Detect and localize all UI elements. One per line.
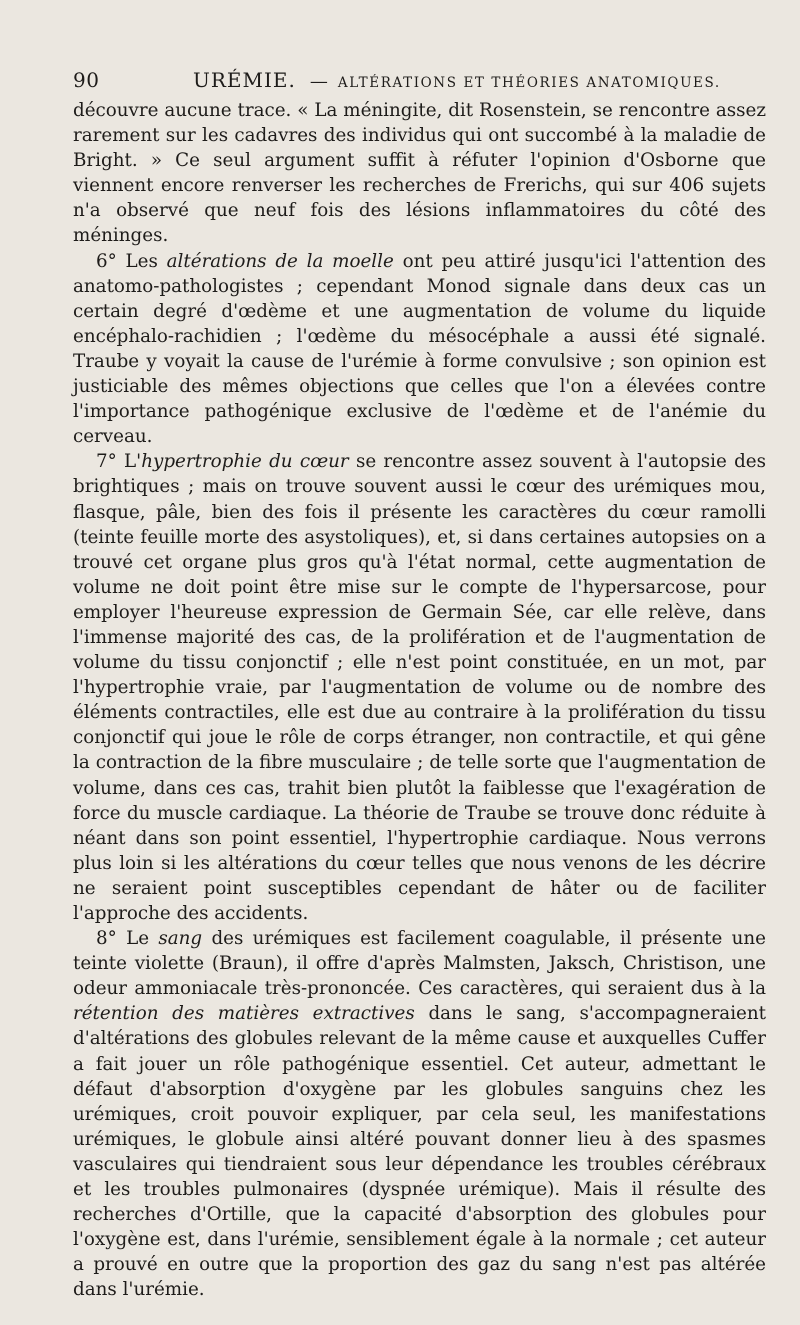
paragraph-text: découvre aucune trace. « La méningite, dit Rosenstein, se rencontre assez rarement sur les cadavres des individus qui ont succombé à la maladie de Bright. » Ce seul argument suffit à réfuter l'opinion d'Osborne que viennent encore renverser les recherches de Frerichs, qui sur 406 sujets n'a observé que neuf fois des lésions inflammatoires du côté des méninges. xyxy=(73,100,766,247)
running-title: URÉMIE. xyxy=(193,68,296,92)
paragraph-lead: 6° Les xyxy=(96,250,167,272)
paragraph-moelle xyxy=(73,249,766,450)
body-text xyxy=(73,98,766,1303)
paragraph-emphasis: rétention des matières extractives xyxy=(73,1003,415,1025)
paragraph-emphasis: hypertrophie du cœur xyxy=(141,451,349,473)
paragraph-text: se rencontre assez souvent à l'autopsie des brightiques ; mais on trouve souvent aussi le cœur des urémiques mou, flasque, pâle, bien des fois il présente les caractères du cœur ramolli (teinte feuille morte des asystoliques), et, si dans certaines autopsies on a trouvé cet organe plus gros qu'à l'état normal, cette augmentation de volume ne doit point être mise sur le compte de l'hypersarcose, pour employer l'heureuse expression de Germain Sée, car elle relève, dans l'immense majorité des cas, de la prolifération et de l'augmentation de volume du tissu conjonctif ; elle n'est point constituée, en un mot, par l'hypertrophie vraie, par l'augmentation de volume ou de nombre des éléments contractiles, elle est due au contraire à la prolifération du tissu conjonctif qui joue le rôle de corps étranger, non contractile, et qui gêne la contraction de la fibre musculaire ; de telle sorte que l'augmentation de volume, dans ces cas, trahit bien plutôt la faiblesse que l'exagération de force du muscle cardiaque. La théorie de Traube se trouve donc réduite à néant dans son point essentiel, l'hypertrophie cardiaque. Nous verrons plus loin si les altérations du cœur telles que nous venons de les décrire ne seraient point susceptibles cependant de hâter ou de faciliter l'approche des accidents. xyxy=(73,451,767,924)
paragraph-lead: 7° L' xyxy=(96,451,142,473)
header-dash: — xyxy=(309,71,328,92)
page-header xyxy=(73,68,766,96)
page-number: 90 xyxy=(73,68,100,92)
paragraph-coeur xyxy=(73,449,766,926)
paragraph-text: des urémiques est facilement coagulable, il présente une teinte violette (Braun), il offre d'après Malmsten, Jaksch, Christison, une odeur ammoniacale très-prononcée. Ces caractères, qui seraient dus à la xyxy=(73,928,767,1000)
paragraph-emphasis: altérations de la moelle xyxy=(166,250,394,272)
paragraph-text: ont peu attiré jusqu'ici l'attention des anatomo-pathologistes ; cependant Monod signale dans deux cas un certain degré d'œdème et une augmentation de volume du liquide encéphalo-rachidien ; l'œdème du mésocéphale a aussi été signalé. Traube y voyait la cause de l'urémie à forme convulsive ; son opinion est justiciable des mêmes objections que celles que l'on a élevées contre l'importance pathogénique exclusive de l'œdème et de l'anémie du cerveau. xyxy=(73,250,767,448)
paragraph-sang xyxy=(73,926,766,1302)
section-subtitle: ALTÉRATIONS ET THÉORIES ANATOMIQUES. xyxy=(337,75,721,91)
paragraph-emphasis: sang xyxy=(158,928,203,950)
paragraph-meninges xyxy=(73,98,766,249)
paragraph-lead: 8° Le xyxy=(96,928,159,950)
paragraph-text: dans le sang, s'accompagneraient d'altérations des globules relevant de la même cause et auxquelles Cuffer a fait jouer un rôle pathogénique essentiel. Cet auteur, admettant le défaut d'absorption d'oxygène par les globules sanguins chez les urémiques, croit pouvoir expliquer, par cela seul, les manifestations urémiques, le globule ainsi altéré pouvant donner lieu à des spasmes vasculaires qui tiendraient sous leur dépendance les troubles cérébraux et les troubles pulmonaires (dyspnée urémique). Mais il résulte des recherches d'Ortille, que la capacité d'absorption des globules pour l'oxygène est, dans l'urémie, sensiblement égale à la normale ; cet auteur a prouvé en outre que la proportion des gaz du sang n'est pas altérée dans l'urémie. xyxy=(73,1003,766,1301)
